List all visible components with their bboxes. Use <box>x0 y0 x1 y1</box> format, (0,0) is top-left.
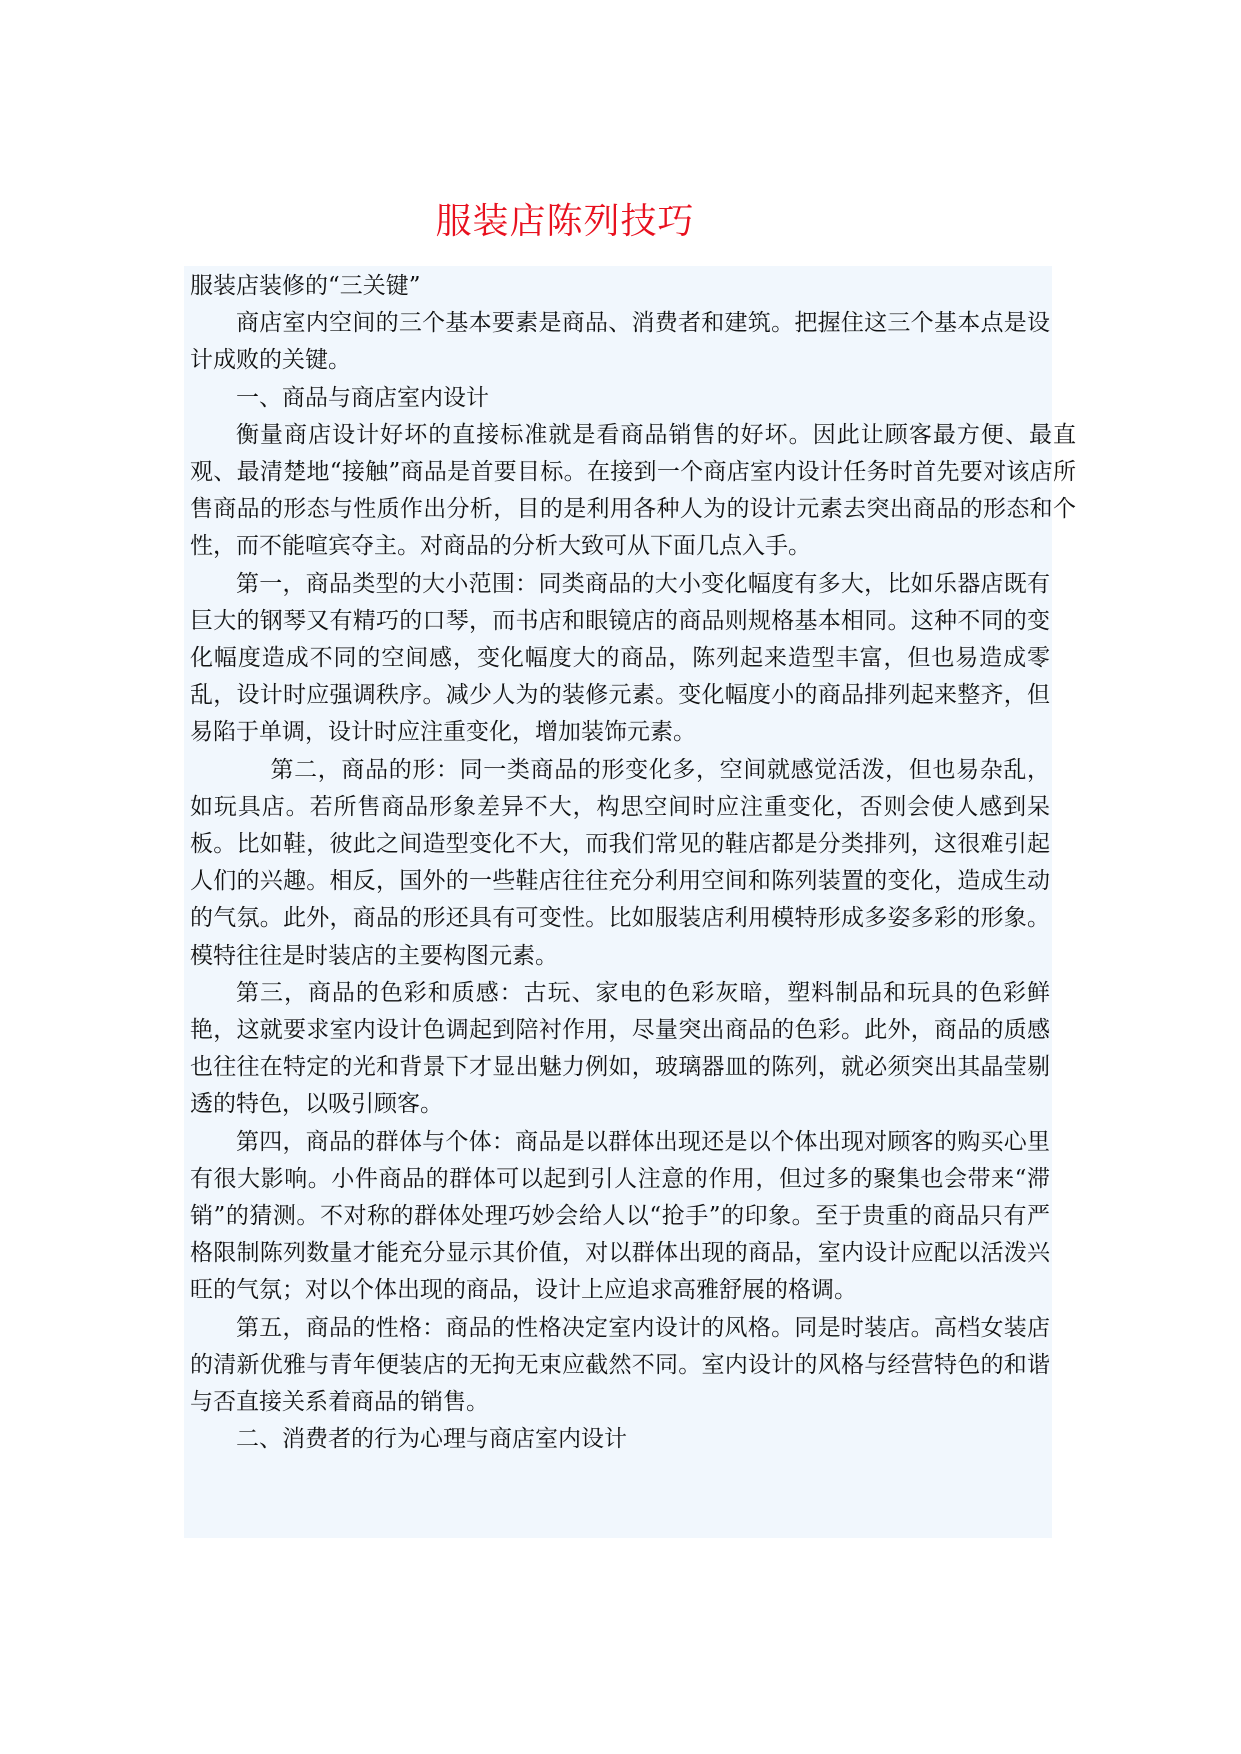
document-body <box>190 268 1076 1459</box>
subheading-consumer: 二、消费者的行为心理与商店室内设计 <box>236 1426 627 1453</box>
paragraph-fifth: 第五，商品的性格：商品的性格决定室内设计的风格。同是时装店。高档女装店的清新优雅与青年便装店的无拘无束应截然不同。室内设计的风格与经营特色的和谐与否直接关系着商品的销售。 <box>190 1314 1050 1416</box>
paragraph-first: 第一，商品类型的大小范围：同类商品的大小变化幅度有多大，比如乐器店既有巨大的钢琴又有精巧的口琴，而书店和眼镜店的商品则规格基本相同。这种不同的变化幅度造成不同的空间感，变化幅度大的商品，陈列起来造型丰富，但也易造成零乱，设计时应强调秩序。减少人为的装修元素。变化幅度小的商品排列起来整齐，但易陷于单调，设计时应注重变化，增加装饰元素。 <box>190 570 1050 746</box>
paragraph-intro: 商店室内空间的三个基本要素是商品、消费者和建筑。把握住这三个基本点是设计成败的关键。 <box>190 310 1050 374</box>
document-title: 服装店陈列技巧 <box>435 201 695 242</box>
section-heading: 服装店装修的“三关键” <box>190 273 421 299</box>
paragraph-second: 第二，商品的形：同一类商品的形变化多，空间就感觉活泼，但也易杂乱，如玩具店。若所售商品形象差异不大，构思空间时应注重变化，否则会使人感到呆板。比如鞋，彼此之间造型变化不大，而我们常见的鞋店都是分类排列，这很难引起人们的兴趣。相反，国外的一些鞋店往往充分利用空间和陈列装置的变化，造成生动的气氛。此外，商品的形还具有可变性。比如服装店利用模特形成多姿多彩的形象。模特往往是时装店的主要构图元素。 <box>190 756 1050 969</box>
paragraph-third: 第三，商品的色彩和质感：古玩、家电的色彩灰暗，塑料制品和玩具的色彩鲜艳，这就要求室内设计色调起到陪衬作用，尽量突出商品的色彩。此外，商品的质感也往往在特定的光和背景下才显出魅力例如，玻璃器皿的陈列，就必须突出其晶莹剔透的特色，以吸引顾客。 <box>190 979 1050 1118</box>
subheading-goods: 一、商品与商店室内设计 <box>236 384 489 411</box>
paragraph-fourth: 第四，商品的群体与个体：商品是以群体出现还是以个体出现对顾客的购买心里有很大影响。小件商品的群体可以起到引人注意的作用，但过多的聚集也会带来“滞销”的猜测。不对称的群体处理巧妙会给人以“抢手”的印象。至于贵重的商品只有严格限制陈列数量才能充分显示其价值，对以群体出现的商品，室内设计应配以活泼兴旺的气氛；对以个体出现的商品，设计上应追求高雅舒展的格调。 <box>190 1128 1050 1304</box>
paragraph-measure: 衡量商店设计好坏的直接标准就是看商品销售的好坏。因此让顾客最方便、最直观、最清楚地“接触”商品是首要目标。在接到一个商店室内设计任务时首先要对该店所售商品的形态与性质作出分析，目的是利用各种人为的设计元素去突出商品的形态和个性，而不能喧宾夺主。对商品的分析大致可从下面几点入手。 <box>190 421 1076 560</box>
